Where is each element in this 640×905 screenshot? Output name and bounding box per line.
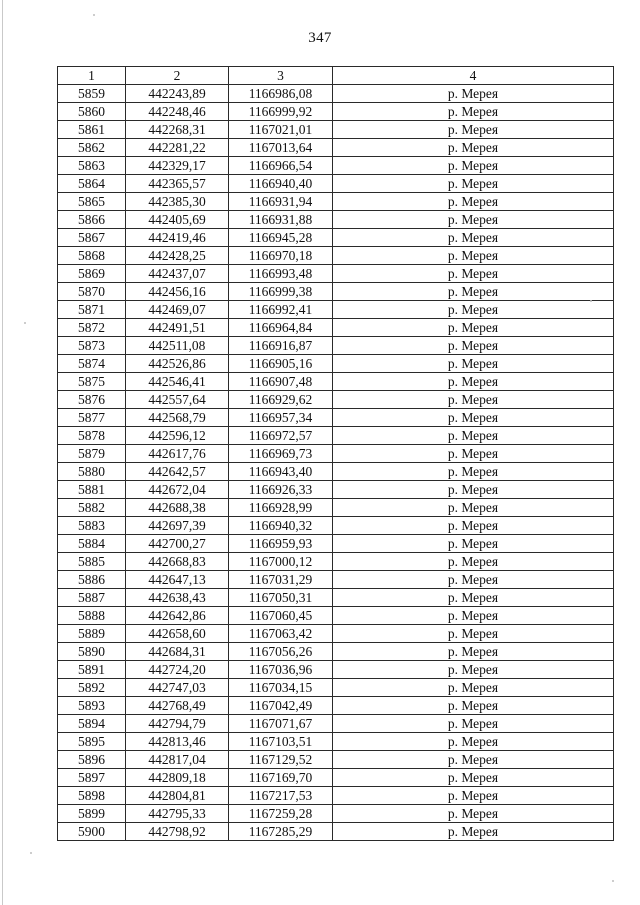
x-coordinate-cell: 442568,79 xyxy=(126,409,229,427)
x-coordinate-cell: 442281,22 xyxy=(126,139,229,157)
column-header-x: 2 xyxy=(126,67,229,85)
point-number-cell: 5865 xyxy=(58,193,126,211)
x-coordinate-cell: 442546,41 xyxy=(126,373,229,391)
description-cell: р. Мерея xyxy=(333,247,614,265)
description-cell: р. Мерея xyxy=(333,787,614,805)
table-row xyxy=(58,121,614,139)
y-coordinate-cell: 1166905,16 xyxy=(229,355,333,373)
point-number-cell: 5867 xyxy=(58,229,126,247)
y-coordinate-cell: 1167042,49 xyxy=(229,697,333,715)
description-cell: р. Мерея xyxy=(333,535,614,553)
description-cell: р. Мерея xyxy=(333,319,614,337)
x-coordinate-cell: 442526,86 xyxy=(126,355,229,373)
column-header-point-number: 1 xyxy=(58,67,126,85)
x-coordinate-cell: 442668,83 xyxy=(126,553,229,571)
table-row xyxy=(58,805,614,823)
x-coordinate-cell: 442794,79 xyxy=(126,715,229,733)
y-coordinate-cell: 1167000,12 xyxy=(229,553,333,571)
description-cell: р. Мерея xyxy=(333,265,614,283)
point-number-cell: 5861 xyxy=(58,121,126,139)
table-row xyxy=(58,625,614,643)
table-body xyxy=(58,85,614,841)
description-cell: р. Мерея xyxy=(333,733,614,751)
x-coordinate-cell: 442469,07 xyxy=(126,301,229,319)
x-coordinate-cell: 442248,46 xyxy=(126,103,229,121)
description-cell: р. Мерея xyxy=(333,409,614,427)
description-cell: р. Мерея xyxy=(333,355,614,373)
point-number-cell: 5862 xyxy=(58,139,126,157)
y-coordinate-cell: 1167031,29 xyxy=(229,571,333,589)
y-coordinate-cell: 1166999,38 xyxy=(229,283,333,301)
table-row xyxy=(58,247,614,265)
description-cell: р. Мерея xyxy=(333,499,614,517)
description-cell: р. Мерея xyxy=(333,589,614,607)
description-cell: р. Мерея xyxy=(333,481,614,499)
point-number-cell: 5872 xyxy=(58,319,126,337)
table-row xyxy=(58,337,614,355)
table-row xyxy=(58,265,614,283)
x-coordinate-cell: 442724,20 xyxy=(126,661,229,679)
table-row xyxy=(58,517,614,535)
y-coordinate-cell: 1166940,32 xyxy=(229,517,333,535)
table-row xyxy=(58,175,614,193)
table-row xyxy=(58,553,614,571)
y-coordinate-cell: 1166966,54 xyxy=(229,157,333,175)
description-cell: р. Мерея xyxy=(333,103,614,121)
y-coordinate-cell: 1166970,18 xyxy=(229,247,333,265)
point-number-cell: 5887 xyxy=(58,589,126,607)
table-row xyxy=(58,85,614,103)
table-row xyxy=(58,193,614,211)
description-cell: р. Мерея xyxy=(333,121,614,139)
y-coordinate-cell: 1166993,48 xyxy=(229,265,333,283)
description-cell: р. Мерея xyxy=(333,517,614,535)
y-coordinate-cell: 1167021,01 xyxy=(229,121,333,139)
x-coordinate-cell: 442647,13 xyxy=(126,571,229,589)
scan-speck xyxy=(590,300,592,302)
point-number-cell: 5878 xyxy=(58,427,126,445)
table-row xyxy=(58,103,614,121)
point-number-cell: 5874 xyxy=(58,355,126,373)
x-coordinate-cell: 442557,64 xyxy=(126,391,229,409)
x-coordinate-cell: 442747,03 xyxy=(126,679,229,697)
y-coordinate-cell: 1166929,62 xyxy=(229,391,333,409)
description-cell: р. Мерея xyxy=(333,571,614,589)
y-coordinate-cell: 1167050,31 xyxy=(229,589,333,607)
x-coordinate-cell: 442419,46 xyxy=(126,229,229,247)
x-coordinate-cell: 442684,31 xyxy=(126,643,229,661)
description-cell: р. Мерея xyxy=(333,805,614,823)
description-cell: р. Мерея xyxy=(333,553,614,571)
point-number-cell: 5879 xyxy=(58,445,126,463)
column-header-description: 4 xyxy=(333,67,614,85)
table-row xyxy=(58,751,614,769)
y-coordinate-cell: 1166926,33 xyxy=(229,481,333,499)
page-number: 347 xyxy=(308,30,332,46)
y-coordinate-cell: 1167036,96 xyxy=(229,661,333,679)
x-coordinate-cell: 442813,46 xyxy=(126,733,229,751)
point-number-cell: 5894 xyxy=(58,715,126,733)
description-cell: р. Мерея xyxy=(333,175,614,193)
table-row xyxy=(58,661,614,679)
point-number-cell: 5860 xyxy=(58,103,126,121)
y-coordinate-cell: 1166972,57 xyxy=(229,427,333,445)
description-cell: р. Мерея xyxy=(333,391,614,409)
scan-speck xyxy=(30,852,32,854)
y-coordinate-cell: 1166931,94 xyxy=(229,193,333,211)
point-number-cell: 5883 xyxy=(58,517,126,535)
description-cell: р. Мерея xyxy=(333,301,614,319)
y-coordinate-cell: 1167217,53 xyxy=(229,787,333,805)
point-number-cell: 5884 xyxy=(58,535,126,553)
y-coordinate-cell: 1166945,28 xyxy=(229,229,333,247)
point-number-cell: 5891 xyxy=(58,661,126,679)
table-row xyxy=(58,715,614,733)
y-coordinate-cell: 1166928,99 xyxy=(229,499,333,517)
table-row xyxy=(58,535,614,553)
table-row xyxy=(58,229,614,247)
x-coordinate-cell: 442456,16 xyxy=(126,283,229,301)
x-coordinate-cell: 442642,86 xyxy=(126,607,229,625)
point-number-cell: 5881 xyxy=(58,481,126,499)
scan-speck xyxy=(24,322,26,324)
point-number-cell: 5890 xyxy=(58,643,126,661)
description-cell: р. Мерея xyxy=(333,463,614,481)
point-number-cell: 5873 xyxy=(58,337,126,355)
y-coordinate-cell: 1166931,88 xyxy=(229,211,333,229)
table-row xyxy=(58,733,614,751)
table-row xyxy=(58,589,614,607)
x-coordinate-cell: 442638,43 xyxy=(126,589,229,607)
point-number-cell: 5885 xyxy=(58,553,126,571)
table-row xyxy=(58,409,614,427)
table-row xyxy=(58,355,614,373)
y-coordinate-cell: 1167259,28 xyxy=(229,805,333,823)
description-cell: р. Мерея xyxy=(333,373,614,391)
x-coordinate-cell: 442405,69 xyxy=(126,211,229,229)
point-number-cell: 5876 xyxy=(58,391,126,409)
point-number-cell: 5888 xyxy=(58,607,126,625)
y-coordinate-cell: 1167060,45 xyxy=(229,607,333,625)
point-number-cell: 5889 xyxy=(58,625,126,643)
x-coordinate-cell: 442268,31 xyxy=(126,121,229,139)
x-coordinate-cell: 442804,81 xyxy=(126,787,229,805)
y-coordinate-cell: 1167129,52 xyxy=(229,751,333,769)
table-row xyxy=(58,679,614,697)
description-cell: р. Мерея xyxy=(333,337,614,355)
point-number-cell: 5880 xyxy=(58,463,126,481)
x-coordinate-cell: 442688,38 xyxy=(126,499,229,517)
description-cell: р. Мерея xyxy=(333,193,614,211)
table-row xyxy=(58,391,614,409)
y-coordinate-cell: 1167034,15 xyxy=(229,679,333,697)
y-coordinate-cell: 1166964,84 xyxy=(229,319,333,337)
table-row xyxy=(58,823,614,841)
table-row xyxy=(58,445,614,463)
y-coordinate-cell: 1167056,26 xyxy=(229,643,333,661)
y-coordinate-cell: 1166986,08 xyxy=(229,85,333,103)
y-coordinate-cell: 1166969,73 xyxy=(229,445,333,463)
x-coordinate-cell: 442243,89 xyxy=(126,85,229,103)
description-cell: р. Мерея xyxy=(333,445,614,463)
y-coordinate-cell: 1166992,41 xyxy=(229,301,333,319)
header-row xyxy=(58,67,614,85)
y-coordinate-cell: 1166916,87 xyxy=(229,337,333,355)
coordinates-table xyxy=(57,66,614,841)
x-coordinate-cell: 442617,76 xyxy=(126,445,229,463)
point-number-cell: 5886 xyxy=(58,571,126,589)
y-coordinate-cell: 1167063,42 xyxy=(229,625,333,643)
table-row xyxy=(58,787,614,805)
point-number-cell: 5868 xyxy=(58,247,126,265)
table-row xyxy=(58,499,614,517)
scan-speck xyxy=(612,880,614,882)
x-coordinate-cell: 442697,39 xyxy=(126,517,229,535)
x-coordinate-cell: 442642,57 xyxy=(126,463,229,481)
y-coordinate-cell: 1166999,92 xyxy=(229,103,333,121)
x-coordinate-cell: 442428,25 xyxy=(126,247,229,265)
table-row xyxy=(58,607,614,625)
x-coordinate-cell: 442329,17 xyxy=(126,157,229,175)
point-number-cell: 5866 xyxy=(58,211,126,229)
point-number-cell: 5859 xyxy=(58,85,126,103)
y-coordinate-cell: 1167285,29 xyxy=(229,823,333,841)
x-coordinate-cell: 442768,49 xyxy=(126,697,229,715)
description-cell: р. Мерея xyxy=(333,769,614,787)
x-coordinate-cell: 442798,92 xyxy=(126,823,229,841)
x-coordinate-cell: 442809,18 xyxy=(126,769,229,787)
table-row xyxy=(58,697,614,715)
x-coordinate-cell: 442795,33 xyxy=(126,805,229,823)
description-cell: р. Мерея xyxy=(333,229,614,247)
description-cell: р. Мерея xyxy=(333,139,614,157)
description-cell: р. Мерея xyxy=(333,157,614,175)
y-coordinate-cell: 1166957,34 xyxy=(229,409,333,427)
x-coordinate-cell: 442700,27 xyxy=(126,535,229,553)
description-cell: р. Мерея xyxy=(333,85,614,103)
table-row xyxy=(58,769,614,787)
description-cell: р. Мерея xyxy=(333,211,614,229)
description-cell: р. Мерея xyxy=(333,643,614,661)
y-coordinate-cell: 1167071,67 xyxy=(229,715,333,733)
y-coordinate-cell: 1166940,40 xyxy=(229,175,333,193)
table-row xyxy=(58,643,614,661)
column-header-y: 3 xyxy=(229,67,333,85)
x-coordinate-cell: 442817,04 xyxy=(126,751,229,769)
point-number-cell: 5896 xyxy=(58,751,126,769)
point-number-cell: 5899 xyxy=(58,805,126,823)
scan-edge-line xyxy=(2,0,3,905)
point-number-cell: 5863 xyxy=(58,157,126,175)
table-row xyxy=(58,571,614,589)
table-row xyxy=(58,373,614,391)
description-cell: р. Мерея xyxy=(333,823,614,841)
table-row xyxy=(58,157,614,175)
point-number-cell: 5864 xyxy=(58,175,126,193)
table-row xyxy=(58,463,614,481)
table-row xyxy=(58,283,614,301)
x-coordinate-cell: 442672,04 xyxy=(126,481,229,499)
x-coordinate-cell: 442365,57 xyxy=(126,175,229,193)
y-coordinate-cell: 1167103,51 xyxy=(229,733,333,751)
table-row xyxy=(58,211,614,229)
description-cell: р. Мерея xyxy=(333,427,614,445)
table-row xyxy=(58,427,614,445)
description-cell: р. Мерея xyxy=(333,679,614,697)
scan-speck xyxy=(93,14,95,16)
description-cell: р. Мерея xyxy=(333,751,614,769)
y-coordinate-cell: 1167013,64 xyxy=(229,139,333,157)
x-coordinate-cell: 442385,30 xyxy=(126,193,229,211)
description-cell: р. Мерея xyxy=(333,607,614,625)
description-cell: р. Мерея xyxy=(333,661,614,679)
point-number-cell: 5893 xyxy=(58,697,126,715)
table-row xyxy=(58,481,614,499)
point-number-cell: 5875 xyxy=(58,373,126,391)
y-coordinate-cell: 1166907,48 xyxy=(229,373,333,391)
description-cell: р. Мерея xyxy=(333,283,614,301)
y-coordinate-cell: 1166943,40 xyxy=(229,463,333,481)
x-coordinate-cell: 442491,51 xyxy=(126,319,229,337)
point-number-cell: 5892 xyxy=(58,679,126,697)
description-cell: р. Мерея xyxy=(333,625,614,643)
y-coordinate-cell: 1166959,93 xyxy=(229,535,333,553)
point-number-cell: 5877 xyxy=(58,409,126,427)
table-header xyxy=(58,67,614,85)
x-coordinate-cell: 442511,08 xyxy=(126,337,229,355)
x-coordinate-cell: 442596,12 xyxy=(126,427,229,445)
table-row xyxy=(58,139,614,157)
point-number-cell: 5898 xyxy=(58,787,126,805)
description-cell: р. Мерея xyxy=(333,715,614,733)
x-coordinate-cell: 442658,60 xyxy=(126,625,229,643)
point-number-cell: 5871 xyxy=(58,301,126,319)
point-number-cell: 5900 xyxy=(58,823,126,841)
point-number-cell: 5897 xyxy=(58,769,126,787)
point-number-cell: 5882 xyxy=(58,499,126,517)
description-cell: р. Мерея xyxy=(333,697,614,715)
point-number-cell: 5895 xyxy=(58,733,126,751)
point-number-cell: 5869 xyxy=(58,265,126,283)
point-number-cell: 5870 xyxy=(58,283,126,301)
table-row xyxy=(58,319,614,337)
y-coordinate-cell: 1167169,70 xyxy=(229,769,333,787)
table-row xyxy=(58,301,614,319)
x-coordinate-cell: 442437,07 xyxy=(126,265,229,283)
